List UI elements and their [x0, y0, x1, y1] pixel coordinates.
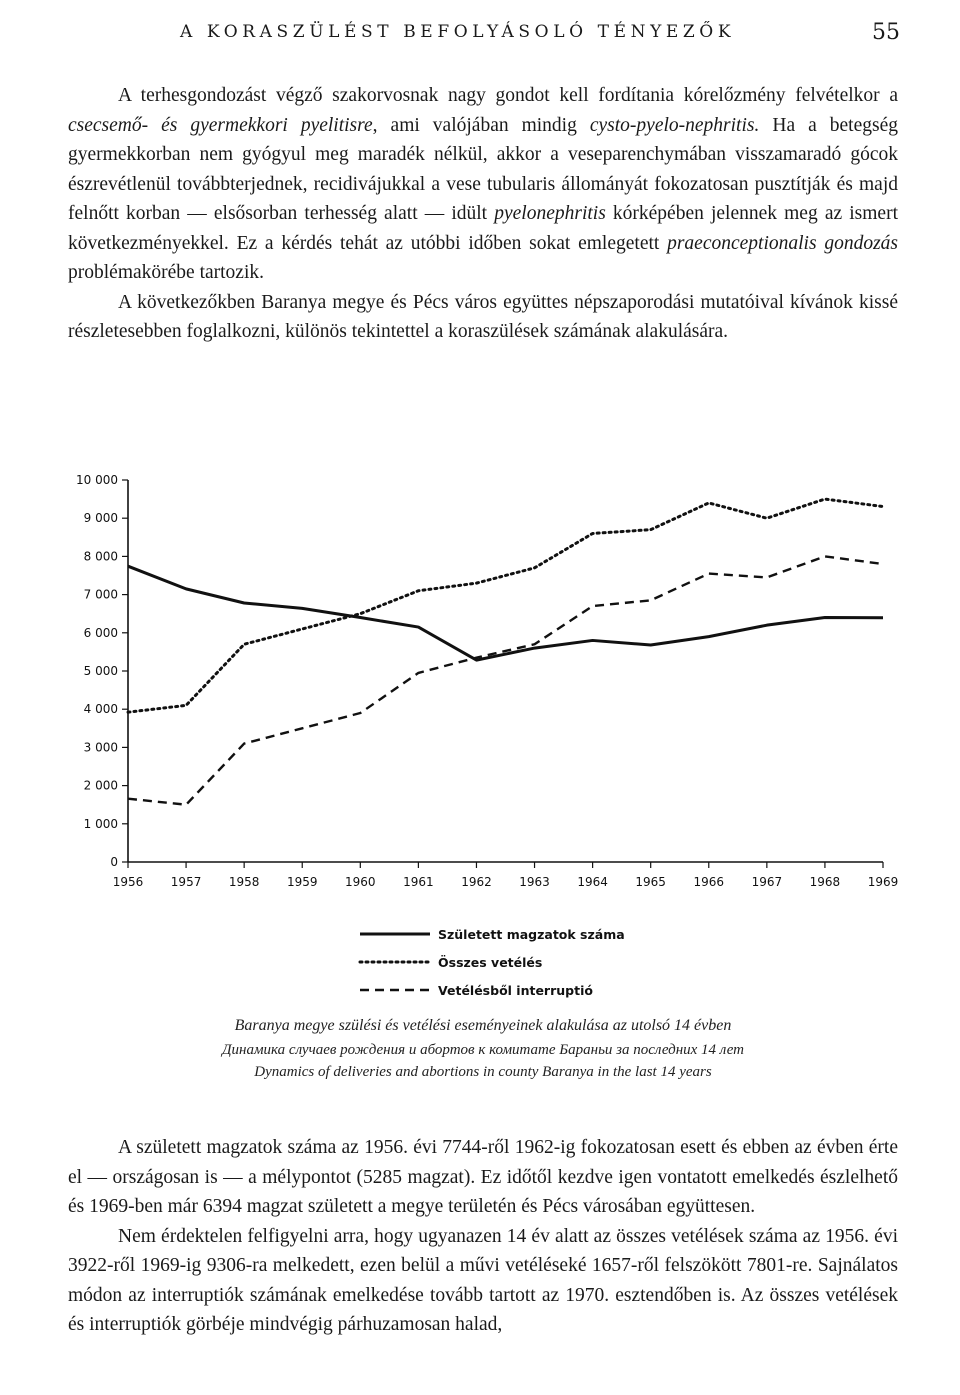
y-tick-label: 4 000: [83, 702, 118, 717]
x-tick-label: 1965: [635, 875, 666, 889]
series-line-2: [128, 499, 883, 712]
p1-text-5: problémakörébe tartozik.: [68, 262, 264, 283]
paragraph-3: A született magzatok száma az 1956. évi 7744-ről 1962-ig fokozatosan esett és ebben az évben érte el — országosan is — a mélypontot (5285 magzat). Ez időtől kezdve igen vontatott emelkedés észlelhető és 1969-ben már 6394 magzat született a megye területén és Pécs városában együttesen.: [68, 1137, 898, 1217]
x-tick-label: 1969: [867, 875, 899, 889]
line-chart: [0, 462, 960, 1002]
legend-label-3: Vetélésből interruptió: [438, 983, 593, 998]
x-tick-label: 1960: [345, 875, 376, 889]
x-tick-label: 1964: [577, 875, 608, 889]
x-tick-label: 1957: [170, 875, 202, 889]
paragraph-1: [68, 81, 898, 288]
y-tick-label: 1 000: [83, 816, 118, 831]
y-tick-label: 5 000: [83, 664, 118, 678]
p1-text-2: , ami valójában mindig: [372, 114, 590, 136]
x-tick-label: 1962: [461, 875, 492, 889]
x-tick-label: 1959: [286, 875, 318, 889]
legend-label-2: Összes vetélés: [438, 955, 543, 970]
y-tick-label: 7 000: [83, 587, 118, 602]
y-tick-label: 2 000: [83, 778, 118, 793]
y-tick-label: 6 000: [83, 625, 118, 640]
y-tick-label: 9 000: [83, 511, 118, 526]
caption-russian: Динамика случаев рождения и абортов к комитате Бараньи за последних 14 лет: [221, 1042, 745, 1058]
paragraph-2: A következőkben Baranya megye és Pécs város együttes népszaporodási mutatóival kívánok kissé részletesebben foglalkozni, különös tekintettel a koraszülések számának alakulására.: [68, 291, 898, 342]
x-tick-label: 1963: [519, 875, 550, 889]
caption-hungarian: Baranya megye szülési és vetélési eseményeinek alakulása az utolsó 14 évben: [234, 1017, 732, 1034]
y-tick-label: 8 000: [83, 549, 118, 564]
y-tick-label: 3 000: [83, 740, 118, 755]
y-tick-label: 10 000: [76, 473, 118, 487]
x-tick-label: 1966: [693, 875, 725, 889]
p1-italic-3: pyelonephritis: [494, 203, 606, 224]
p1-italic-1: csecsemő- és gyermekkori pyelitisre: [68, 114, 373, 136]
p1-italic-2: cysto-pyelo-nephritis.: [589, 114, 760, 136]
p1-italic-4: praeconceptionalis gondozás: [667, 232, 898, 254]
page-number: 55: [872, 20, 900, 45]
legend-label-1: Született magzatok száma: [438, 927, 625, 942]
p1-text-4: kórképében jelennek meg az ismert következményekkel. Ez a kérdés tehát az utóbbi időben sokat emlegetett: [68, 203, 898, 254]
x-tick-label: 1967: [751, 875, 783, 889]
running-title: A KORASZÜLÉST BEFOLYÁSOLÓ TÉNYEZŐK: [180, 22, 736, 42]
caption-english: Dynamics of deliveries and abortions in county Baranya in the last 14 years: [254, 1064, 712, 1080]
series-line-3: [128, 556, 883, 804]
page-header: [180, 22, 900, 52]
x-tick-label: 1961: [403, 875, 434, 889]
paragraph-4: Nem érdektelen felfigyelni arra, hogy ugyanazen 14 év alatt az összes vetélések száma az 1956. évi 3922-ről 1969-ig 9306-ra melkedett, ezen belül a művi vetéléseké 1657-ről felszökött 7801-re. Sajnálatos módon az interruptiók számának emelkedése tovább tartott az 1970. esztendőben is. Az összes vetélések és interruptiók görbéje mindvégig párhuzamosan halad,: [68, 1225, 898, 1335]
x-tick-label: 1956: [112, 875, 144, 889]
y-tick-label: 0: [110, 855, 118, 869]
p1-text-1: A terhesgondozást végző szakorvosnak nagy gondot kell fordítania kórelőzmény felvételkor a: [118, 85, 898, 106]
x-tick-label: 1958: [228, 875, 260, 889]
x-tick-label: 1968: [809, 875, 841, 889]
bottom-text: [68, 1133, 898, 1340]
top-text: [68, 81, 898, 347]
p1-text-3: Ha a betegség gyermekkorban nem gyógyul meg maradék nélkül, akkor a veseparenchymában visszamaradó gócok észrevétlenül továbbterjednek, recidivájukkal a vese tubularis állományát fokozatosan pusztítják és majd felnőtt korban — elsősorban terhesség alatt — idült: [68, 114, 898, 224]
